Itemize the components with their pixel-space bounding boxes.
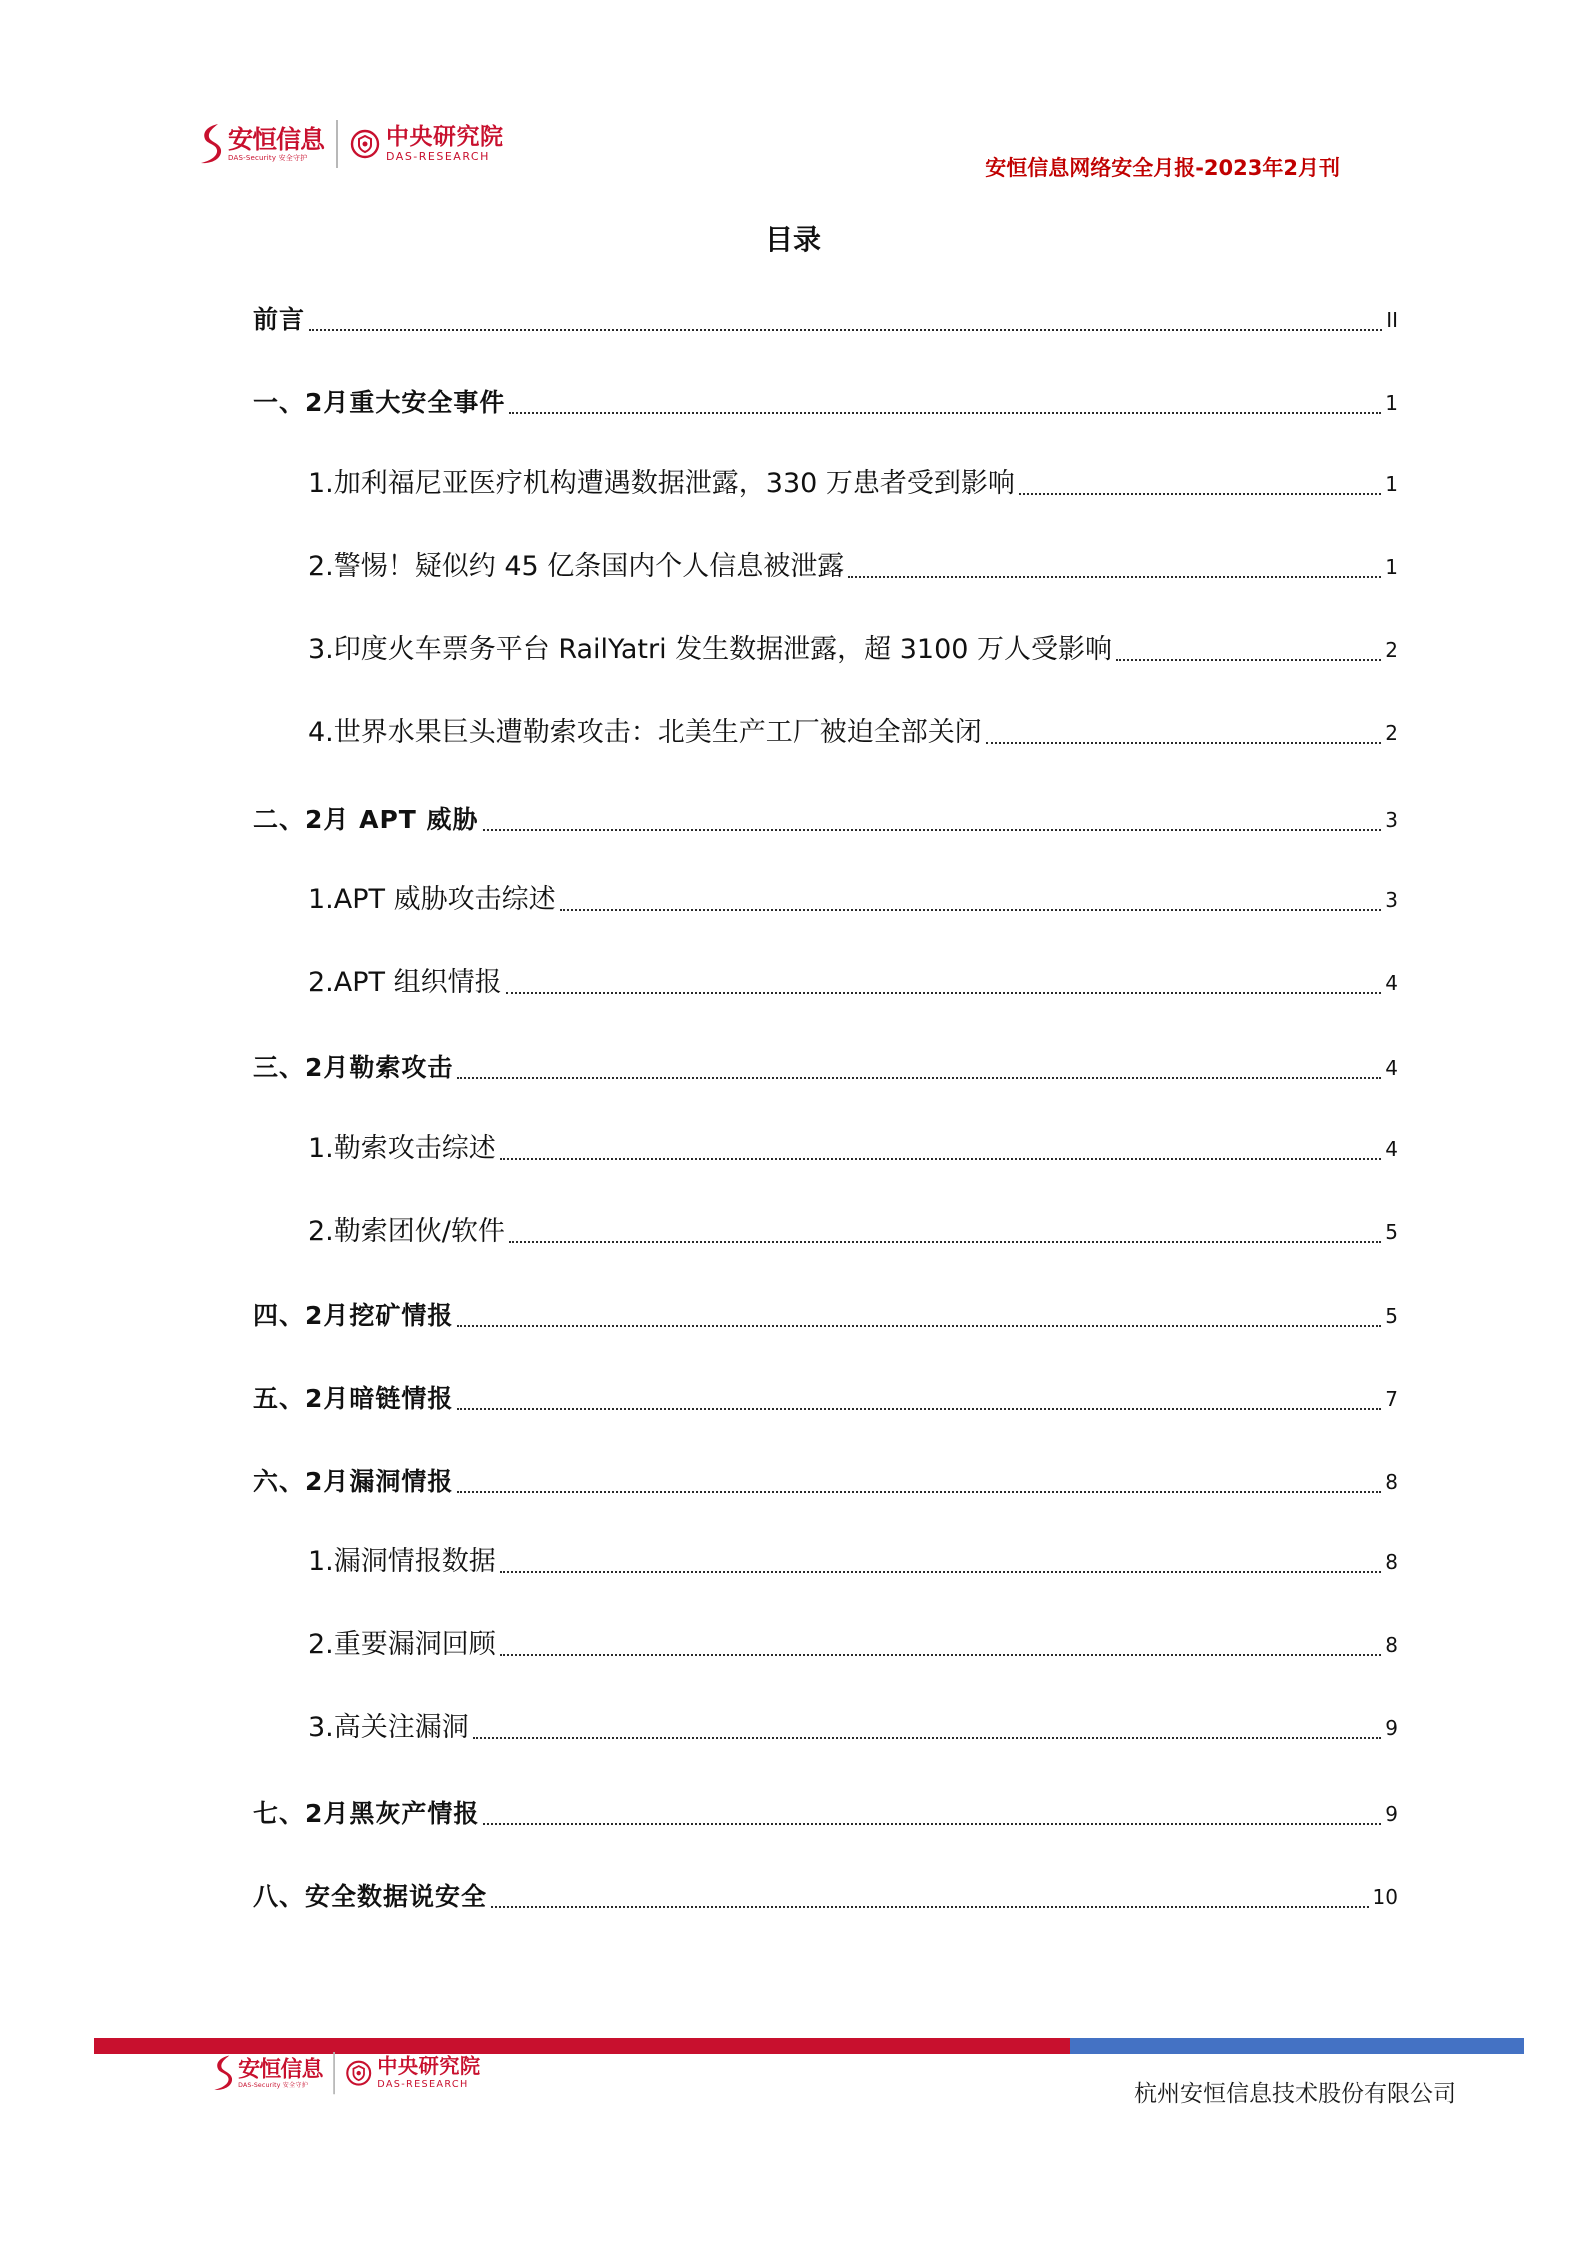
toc-entry-1-2[interactable] xyxy=(308,543,1398,587)
toc-entry-6-2[interactable] xyxy=(308,1621,1398,1665)
dot-leader xyxy=(509,412,1381,414)
toc-entry-label: 一、2月重大安全事件 xyxy=(253,388,506,417)
toc-entry-6-1[interactable] xyxy=(308,1538,1398,1582)
toc-title: 目录 xyxy=(764,223,821,256)
toc-entry-section-4[interactable] xyxy=(253,1292,1398,1336)
dot-leader xyxy=(500,1158,1382,1160)
toc-entry-label: 前言 xyxy=(253,305,306,334)
toc-entry-label: 2.APT 组织情报 xyxy=(308,967,502,998)
toc-entry-label: 1.漏洞情报数据 xyxy=(308,1546,496,1577)
dot-leader xyxy=(483,829,1382,831)
dot-leader xyxy=(473,1737,1382,1739)
dot-leader xyxy=(483,1823,1381,1825)
brand-subtitle: DAS-Security 安全守护 xyxy=(228,153,308,162)
toc-entry-section-3[interactable] xyxy=(253,1044,1398,1088)
toc-entry-1-1[interactable] xyxy=(308,460,1398,504)
toc-entry-1-3[interactable] xyxy=(308,626,1398,670)
research-subtitle: DAS-RESEARCH xyxy=(377,2078,469,2090)
toc-page-number: 8 xyxy=(1385,1550,1398,1574)
toc-entry-label: 1.APT 威胁攻击综述 xyxy=(308,884,556,915)
toc-entry-label: 五、2月暗链情报 xyxy=(253,1384,454,1413)
toc-page-number: 9 xyxy=(1385,1802,1398,1826)
toc-entry-label: 三、2月勒索攻击 xyxy=(253,1053,454,1082)
toc-page-number: 3 xyxy=(1385,808,1398,832)
toc-entry-label: 4.世界水果巨头遭勒索攻击：北美生产工厂被迫全部关闭 xyxy=(308,717,982,748)
dot-leader xyxy=(848,576,1381,578)
dot-leader xyxy=(509,1241,1381,1243)
toc-page-number: 1 xyxy=(1385,391,1398,415)
toc-page-number: 5 xyxy=(1385,1220,1398,1244)
research-logo xyxy=(350,124,504,164)
toc-page-number: II xyxy=(1386,308,1398,332)
toc-entry-label: 四、2月挖矿情报 xyxy=(253,1301,454,1330)
dot-leader xyxy=(506,992,1382,994)
research-emblem-icon xyxy=(346,2060,372,2086)
toc-entry-label: 1.勒索攻击综述 xyxy=(308,1133,496,1164)
toc-entry-2-1[interactable] xyxy=(308,876,1398,920)
toc-entry-label: 六、2月漏洞情报 xyxy=(253,1467,454,1496)
toc-entry-section-2[interactable] xyxy=(253,796,1398,840)
toc-entry-section-1[interactable] xyxy=(253,379,1398,423)
research-name: 中央研究院 xyxy=(386,124,504,150)
toc-page-number: 8 xyxy=(1385,1470,1398,1494)
toc-page-number: 1 xyxy=(1385,555,1398,579)
dot-leader xyxy=(457,1077,1381,1079)
dot-leader xyxy=(309,329,1382,331)
toc-page-number: 2 xyxy=(1385,721,1398,745)
dbappsecurity-logo xyxy=(210,2054,323,2093)
toc-entry-section-5[interactable] xyxy=(253,1375,1398,1419)
brand-mark-icon xyxy=(196,122,226,166)
dot-leader xyxy=(457,1408,1381,1410)
toc-page-number: 3 xyxy=(1385,888,1398,912)
research-emblem-icon xyxy=(350,129,380,159)
brand-subtitle: DAS-Security 安全守护 xyxy=(238,2081,309,2089)
brand-name: 安恒信息 xyxy=(228,124,325,154)
toc-entry-label: 八、安全数据说安全 xyxy=(253,1882,488,1911)
research-name: 中央研究院 xyxy=(377,2055,481,2079)
toc-entry-section-8[interactable] xyxy=(253,1873,1398,1917)
footer-company-name: 杭州安恒信息技术股份有限公司 xyxy=(1134,2081,1456,2107)
toc-entry-1-4[interactable] xyxy=(308,709,1398,753)
brand-name: 安恒信息 xyxy=(238,2055,323,2082)
toc-page-number: 7 xyxy=(1385,1387,1398,1411)
report-title: 安恒信息网络安全月报-2023年2月刊 xyxy=(985,156,1340,180)
toc-entry-label: 3.高关注漏洞 xyxy=(308,1712,469,1743)
toc-entry-section-6[interactable] xyxy=(253,1458,1398,1502)
toc-page-number: 5 xyxy=(1385,1304,1398,1328)
toc-entry-3-1[interactable] xyxy=(308,1125,1398,1169)
toc-page-number: 1 xyxy=(1385,472,1398,496)
dot-leader xyxy=(457,1325,1381,1327)
toc-page-number: 4 xyxy=(1385,1056,1398,1080)
dot-leader xyxy=(457,1491,1381,1493)
toc-page-number: 10 xyxy=(1372,1885,1398,1909)
logo-divider xyxy=(333,2052,335,2094)
header-logo xyxy=(196,120,504,168)
toc-entry-label: 2.重要漏洞回顾 xyxy=(308,1629,496,1660)
brand-mark-icon xyxy=(210,2054,236,2093)
toc-entry-preface[interactable] xyxy=(253,296,1398,340)
research-logo xyxy=(346,2056,481,2091)
toc-entry-2-2[interactable] xyxy=(308,959,1398,1003)
toc-page-number: 4 xyxy=(1385,971,1398,995)
research-subtitle: DAS-RESEARCH xyxy=(386,150,490,163)
toc-entry-section-7[interactable] xyxy=(253,1790,1398,1834)
toc-entry-label: 2.警惕！疑似约 45 亿条国内个人信息被泄露 xyxy=(308,551,845,582)
dot-leader xyxy=(1116,659,1381,661)
dot-leader xyxy=(491,1906,1369,1908)
toc-entry-label: 2.勒索团伙/软件 xyxy=(308,1216,505,1247)
toc-entry-label: 七、2月黑灰产情报 xyxy=(253,1799,480,1828)
dot-leader xyxy=(986,742,1382,744)
logo-divider xyxy=(336,120,338,168)
dbappsecurity-logo xyxy=(196,122,324,166)
dot-leader xyxy=(500,1654,1382,1656)
toc-entry-label: 1.加利福尼亚医疗机构遭遇数据泄露，330 万患者受到影响 xyxy=(308,468,1015,499)
footer-logo xyxy=(210,2052,481,2094)
dot-leader xyxy=(560,909,1382,911)
toc-page-number: 8 xyxy=(1385,1633,1398,1657)
dot-leader xyxy=(1019,493,1381,495)
footer-bar-blue xyxy=(1070,2038,1524,2054)
toc-entry-3-2[interactable] xyxy=(308,1208,1398,1252)
dot-leader xyxy=(500,1571,1382,1573)
toc-page-number: 4 xyxy=(1385,1137,1398,1161)
toc-entry-6-3[interactable] xyxy=(308,1704,1398,1748)
toc-page-number: 9 xyxy=(1385,1716,1398,1740)
toc-page-number: 2 xyxy=(1385,638,1398,662)
toc-entry-label: 二、2月 APT 威胁 xyxy=(253,805,479,834)
toc-entry-label: 3.印度火车票务平台 RailYatri 发生数据泄露，超 3100 万人受影响 xyxy=(308,634,1113,665)
